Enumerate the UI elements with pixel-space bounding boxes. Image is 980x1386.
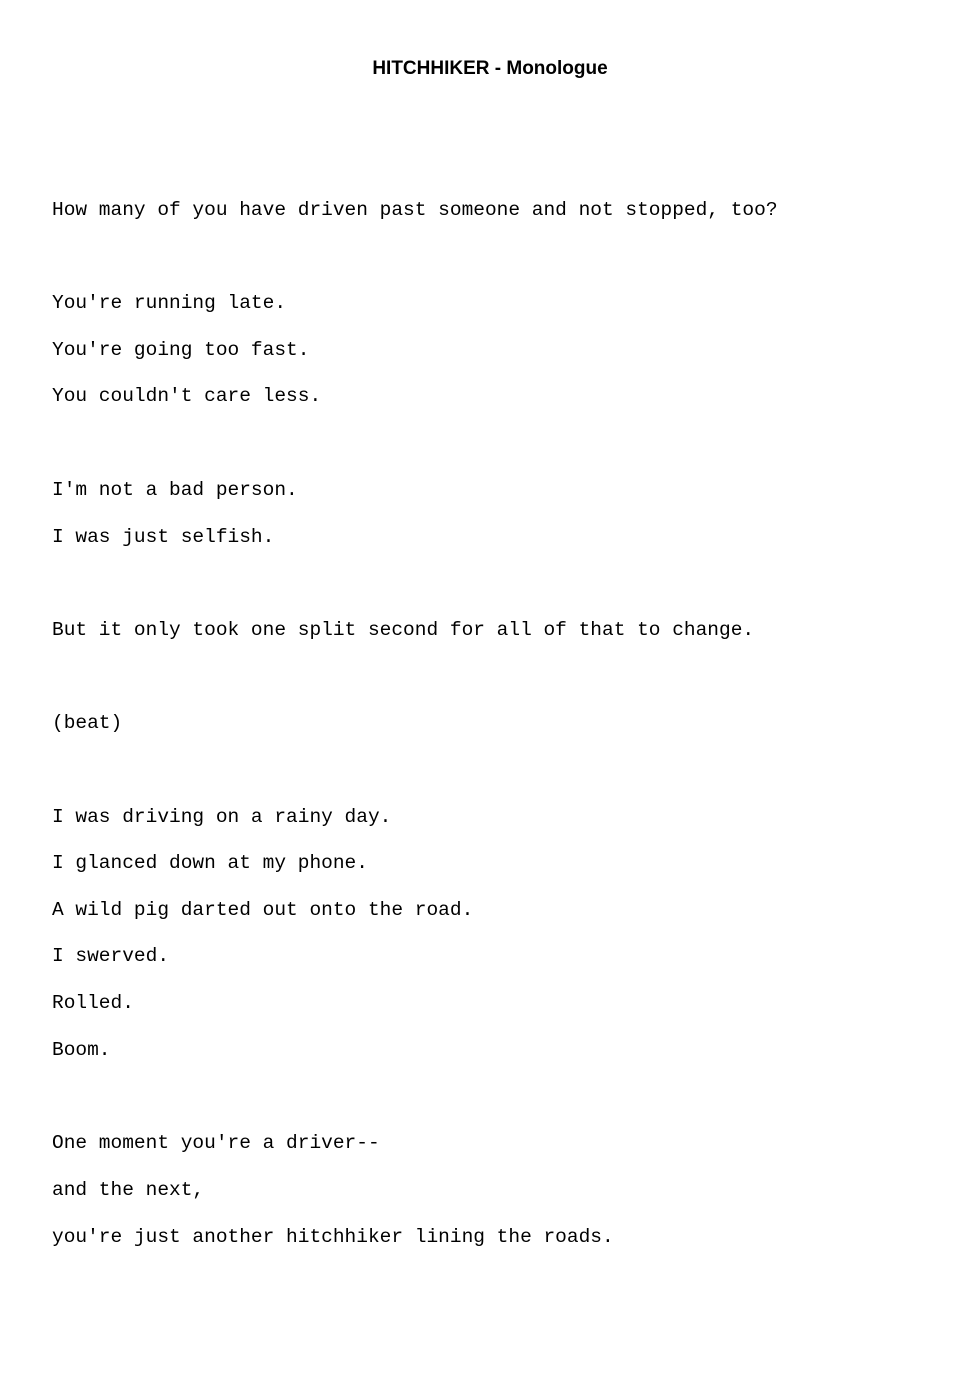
monologue-line: and the next, [52,1179,205,1201]
monologue-line: One moment you're a driver-- [52,1132,380,1154]
monologue-line: Rolled. [52,992,134,1014]
monologue-line: You couldn't care less. [52,385,322,407]
monologue-line: You're running late. [52,292,287,314]
monologue-line: I swerved. [52,945,170,967]
monologue-line: you're just another hitchhiker lining the roads. [52,1226,614,1248]
monologue-line: You're going too fast. [52,339,310,361]
monologue-line: I was driving on a rainy day. [52,806,392,828]
monologue-line: I'm not a bad person. [52,479,298,501]
monologue-line: I was just selfish. [52,526,275,548]
monologue-line: But it only took one split second for all of that to change. [52,619,755,641]
page-title: HITCHHIKER - Monologue [372,58,608,79]
monologue-line: Boom. [52,1039,111,1061]
monologue-line: A wild pig darted out onto the road. [52,899,474,921]
monologue-line: I glanced down at my phone. [52,852,368,874]
monologue-line: How many of you have driven past someone and not stopped, too? [52,199,778,221]
stage-direction: (beat) [52,712,123,734]
